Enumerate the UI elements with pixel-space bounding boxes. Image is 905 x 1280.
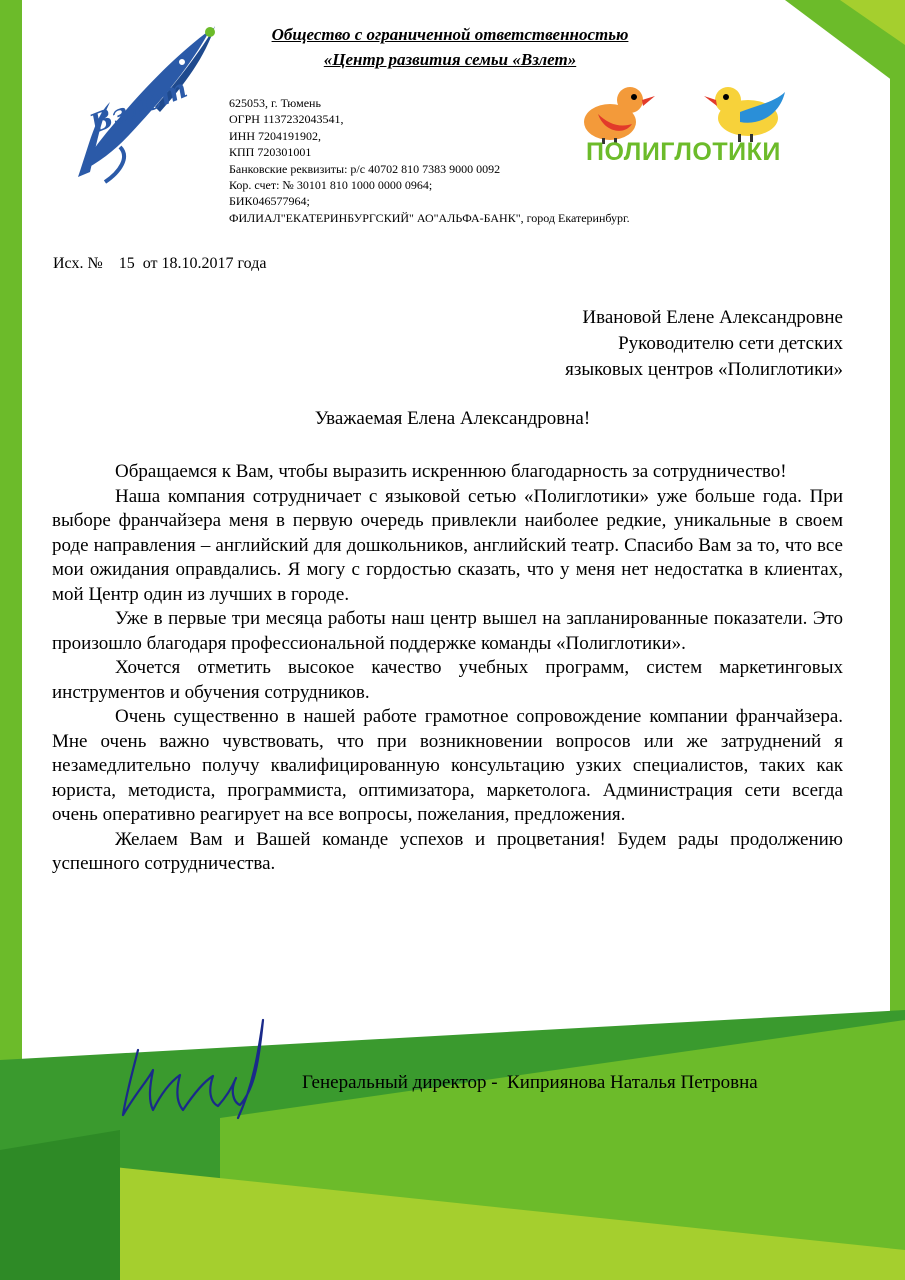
outgoing-number: Исх. № 15 от 18.10.2017 года [53,255,267,272]
requisite-line: КПП 720301001 [229,145,312,160]
handwritten-signature [118,1010,278,1125]
paragraph: Хочется отметить высокое качество учебных программ, систем маркетинговых инструментов и обучения сотрудников. [52,657,843,703]
paragraph: Обращаемся к Вам, чтобы выразить искреннюю благодарность за сотрудничество! [115,461,787,482]
poliglotiki-logo-text: ПОЛИГЛОТИКИ [586,138,781,166]
company-requisites [229,95,630,226]
addressee-line: Руководителю сети детских [618,333,843,354]
paragraph: Очень существенно в нашей работе грамотное сопровождение компании франчайзера. Мне очень важно чувствовать, что при возникновении вопросов или же затруднений я незамедлительно получу квалифицированную консультацию узких специалистов, таких как юриста, методиста, программиста, оптимизатора, маркетолога. Администрация сети всегда очень оперативно реагирует на все вопросы, пожелания, предложения. [52,706,843,825]
addressee-line: языковых центров «Полиглотики» [565,359,843,380]
organization-title-line-1: Общество с ограниченной ответственностью [271,25,629,44]
requisite-line: ОГРН 1137232043541, [229,112,344,127]
requisite-line: БИК046577964; [229,194,310,209]
addressee-block [565,305,843,383]
salutation: Уважаемая Елена Александровна! [314,408,591,429]
vzlet-logo-text: Взлёт [86,74,192,140]
paragraph: Наша компания сотрудничает с языковой сетью «Полиглотики» уже больше года. При выборе франчайзера меня в первую очередь привлекли наиболее редкие, уникальные в своем роде направления – английский для дошкольников, английский театр. Спасибо Вам за то, что все мои ожидания оправдались. Я могу с гордостью сказать, что у меня нет недостатка в клиентах, мой Центр один из лучших в городе. [52,485,843,605]
requisite-line: 625053, г. Тюмень [229,96,321,110]
organization-title-line-2: «Центр развития семьи «Взлет» [323,50,577,69]
requisite-line: Банковские реквизиты: р/с 40702 810 7383 9000 0092 [229,161,501,176]
addressee-line: Ивановой Елене Александровне [582,307,843,328]
requisite-line: ИНН 7204191902, [229,128,321,143]
paragraph: Желаем Вам и Вашей команде успехов и процветания! Будем рады продолжению успешного сотрудничества. [52,828,843,874]
signatory: Генеральный директор - Киприянова Наталья Петровна [302,1072,758,1093]
requisite-line: Кор. счет: № 30101 810 1000 0000 0964; [229,178,433,193]
paragraph: Уже в первые три месяца работы наш центр вышел на запланированные показатели. Это произошло благодаря профессиональной поддержке команды «Полиглотики». [52,608,843,654]
bottom-left-dark [0,1130,120,1280]
letter-body [52,460,843,877]
requisite-line: ФИЛИАЛ"ЕКАТЕРИНБУРГСКИЙ" АО"АЛЬФА-БАНК", город Екатеринбург. [229,210,630,225]
organization-title [200,22,700,72]
